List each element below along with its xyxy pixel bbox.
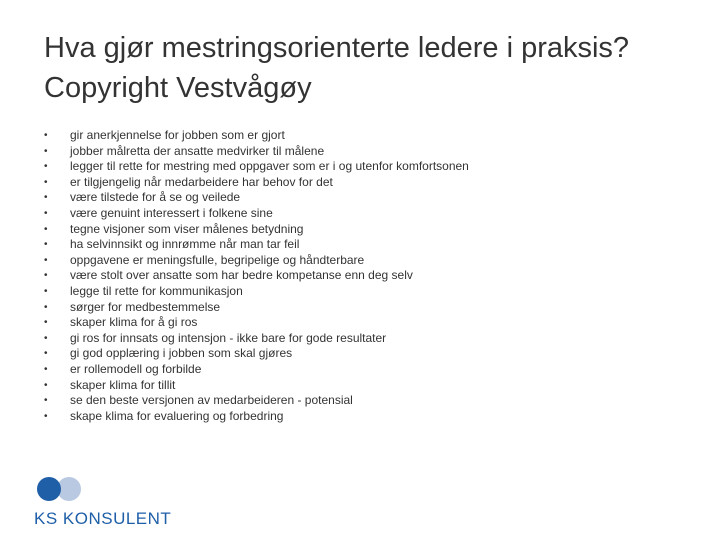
bullet-item — [44, 222, 684, 238]
bullet-text: sørger for medbestemmelse — [70, 299, 221, 314]
bullet-icon: • — [44, 239, 48, 251]
bullet-item — [44, 378, 684, 394]
bullet-text: være tilstede for å se og veilede — [70, 190, 241, 205]
bullet-item — [44, 253, 684, 269]
bullet-icon: • — [44, 130, 48, 141]
bullet-icon: • — [44, 317, 48, 329]
bullet-icon: • — [44, 223, 48, 235]
bullet-text: gi god opplæring i jobben som skal gjøres — [70, 346, 293, 361]
bullet-item — [44, 128, 684, 144]
bullet-item — [44, 409, 684, 425]
bullet-icon: • — [44, 379, 48, 391]
bullet-icon: • — [44, 348, 48, 360]
bullet-text: skaper klima for tillit — [70, 377, 176, 392]
bullet-text: skape klima for evaluering og forbedring — [70, 408, 284, 423]
bullet-icon: • — [44, 145, 48, 157]
bullet-item — [44, 206, 684, 222]
slide-title: Hva gjør mestringsorienterte ledere i praksis? Copyright Vestvågøy — [44, 32, 630, 104]
bullet-icon: • — [44, 161, 48, 173]
bullet-text: være stolt over ansatte som har bedre kompetanse enn deg selv — [70, 268, 413, 283]
bullet-text: er tilgjengelig når medarbeidere har behov for det — [70, 174, 333, 189]
logo-text: KS KONSULENT — [34, 509, 172, 528]
bullet-text: oppgavene er meningsfulle, begripelige og håndterbare — [70, 252, 365, 267]
bullet-item — [44, 300, 684, 316]
bullet-icon: • — [44, 207, 48, 219]
bullet-icon: • — [44, 285, 48, 297]
bullet-text: se den beste versjonen av medarbeideren - potensial — [70, 393, 353, 408]
bullet-icon: • — [44, 301, 48, 313]
bullet-text: er rollemodell og forbilde — [70, 361, 202, 376]
bullet-item — [44, 315, 684, 331]
bullet-icon: • — [44, 270, 48, 282]
bullet-item — [44, 331, 684, 347]
bullet-text: gir anerkjennelse for jobben som er gjort — [70, 128, 285, 142]
bullet-text: skaper klima for å gi ros — [70, 315, 198, 330]
bullet-item — [44, 362, 684, 378]
logo-circles-icon — [34, 474, 84, 504]
bullet-item — [44, 175, 684, 191]
bullet-item — [44, 190, 684, 206]
bullet-text: gi ros for innsats og intensjon - ikke bare for gode resultater — [70, 330, 387, 345]
bullet-item — [44, 284, 684, 300]
bullet-text: ha selvinnsikt og innrømme når man tar feil — [70, 237, 300, 252]
bullet-item — [44, 159, 684, 175]
bullet-item — [44, 144, 684, 160]
bullet-icon: • — [44, 363, 48, 375]
bullet-text: legge til rette for kommunikasjon — [70, 283, 243, 298]
bullet-list — [44, 128, 684, 424]
bullet-icon: • — [44, 332, 48, 344]
bullet-text: legger til rette for mestring med oppgaver som er i og utenfor komfortsonen — [70, 159, 469, 174]
bullet-item — [44, 393, 684, 409]
bullet-icon: • — [44, 254, 48, 266]
bullet-icon: • — [44, 176, 48, 188]
bullet-item — [44, 346, 684, 362]
bullet-text: jobber målretta der ansatte medvirker til målene — [70, 143, 325, 158]
bullet-icon: • — [44, 395, 48, 407]
bullet-icon: • — [44, 410, 48, 422]
bullet-item — [44, 237, 684, 253]
ks-konsulent-logo — [34, 474, 174, 530]
bullet-text: tegne visjoner som viser målenes betydning — [70, 221, 304, 236]
bullet-icon: • — [44, 192, 48, 204]
bullet-text: være genuint interessert i folkene sine — [70, 205, 273, 220]
bullet-item — [44, 268, 684, 284]
